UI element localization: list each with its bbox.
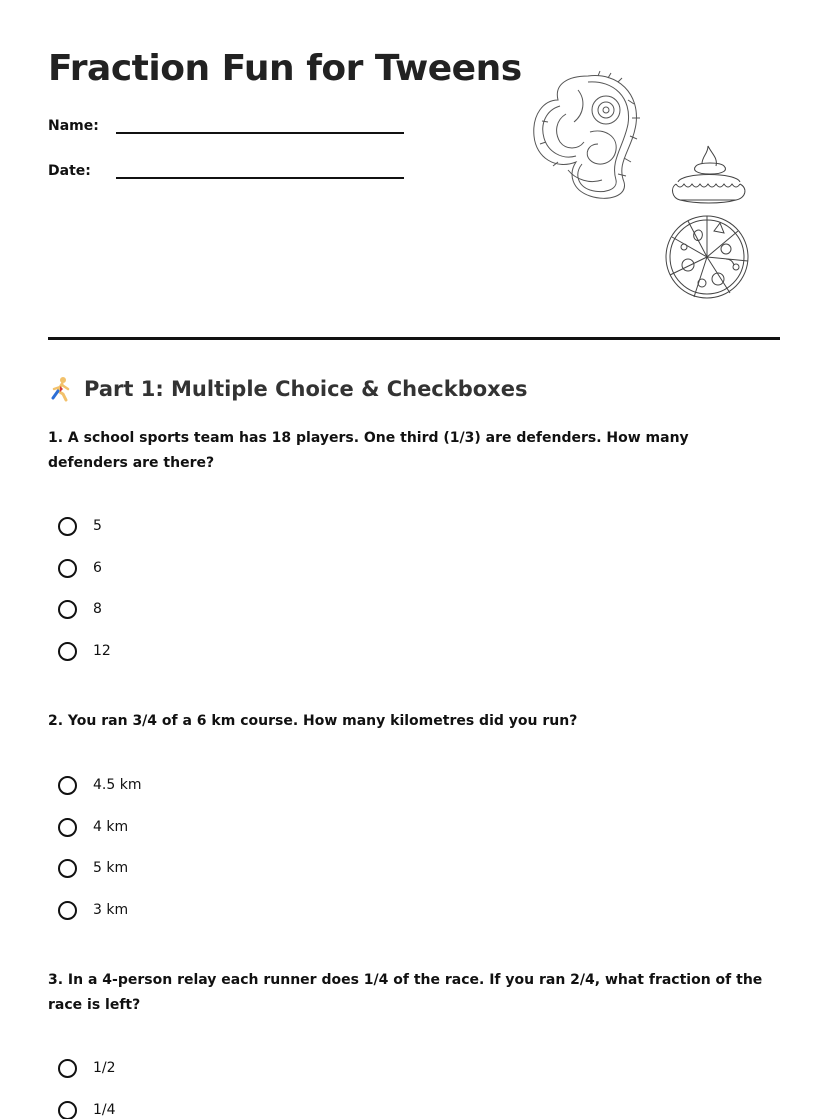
fruit-pizza-icon <box>664 213 750 301</box>
cake-icon <box>666 144 750 206</box>
answer-option-label: 5 km <box>93 860 129 876</box>
radio-button[interactable] <box>58 517 77 536</box>
answer-option-label: 4.5 km <box>93 777 142 793</box>
radio-button[interactable] <box>58 901 77 920</box>
answer-option[interactable] <box>58 859 141 901</box>
radio-button[interactable] <box>58 1059 77 1078</box>
radio-button[interactable] <box>58 559 77 578</box>
date-field <box>48 163 91 179</box>
question-2-options <box>58 776 141 942</box>
answer-option-label: 1/4 <box>93 1101 116 1118</box>
radio-button[interactable] <box>58 859 77 878</box>
part1-heading-text: Part 1: Multiple Choice & Checkboxes <box>84 377 528 401</box>
answer-option[interactable] <box>58 1101 116 1119</box>
question-2: 2. You ran 3/4 of a 6 km course. How many kilometres did you run? <box>48 713 578 729</box>
runner-icon <box>48 376 74 402</box>
radio-button[interactable] <box>58 600 77 619</box>
question-1-options <box>58 517 111 683</box>
answer-option-label: 12 <box>93 642 111 659</box>
answer-option-label: 8 <box>93 601 102 617</box>
radio-button[interactable] <box>58 818 77 837</box>
answer-option-label: 1/2 <box>93 1060 116 1076</box>
radio-button[interactable] <box>58 642 77 661</box>
name-field <box>48 118 99 134</box>
header-divider <box>48 337 780 340</box>
question-3-options <box>58 1059 116 1119</box>
swirl-ornament-icon <box>528 70 644 204</box>
answer-option-label: 3 km <box>93 901 129 918</box>
answer-option[interactable] <box>58 818 141 860</box>
part1-heading <box>48 376 527 402</box>
name-input-line[interactable] <box>116 132 404 134</box>
radio-button[interactable] <box>58 1101 77 1119</box>
question-1: 1. A school sports team has 18 players. One third (1/3) are defenders. How many defenders are there? <box>48 430 689 471</box>
answer-option[interactable] <box>58 1059 116 1101</box>
answer-option[interactable] <box>58 559 111 601</box>
answer-option-label: 4 km <box>93 818 129 835</box>
question-3: 3. In a 4-person relay each runner does 1/4 of the race. If you ran 2/4, what fraction of the race is left? <box>48 972 763 1013</box>
date-input-line[interactable] <box>116 177 404 179</box>
answer-option-label: 5 <box>93 518 102 534</box>
radio-button[interactable] <box>58 776 77 795</box>
answer-option-label: 6 <box>93 559 102 576</box>
date-label: Date: <box>48 163 91 179</box>
name-label: Name: <box>48 118 99 134</box>
answer-option[interactable] <box>58 600 111 642</box>
answer-option[interactable] <box>58 901 141 943</box>
answer-option[interactable] <box>58 776 141 818</box>
worksheet-title: Fraction Fun for Tweens <box>48 48 522 89</box>
answer-option[interactable] <box>58 642 111 684</box>
answer-option[interactable] <box>58 517 111 559</box>
